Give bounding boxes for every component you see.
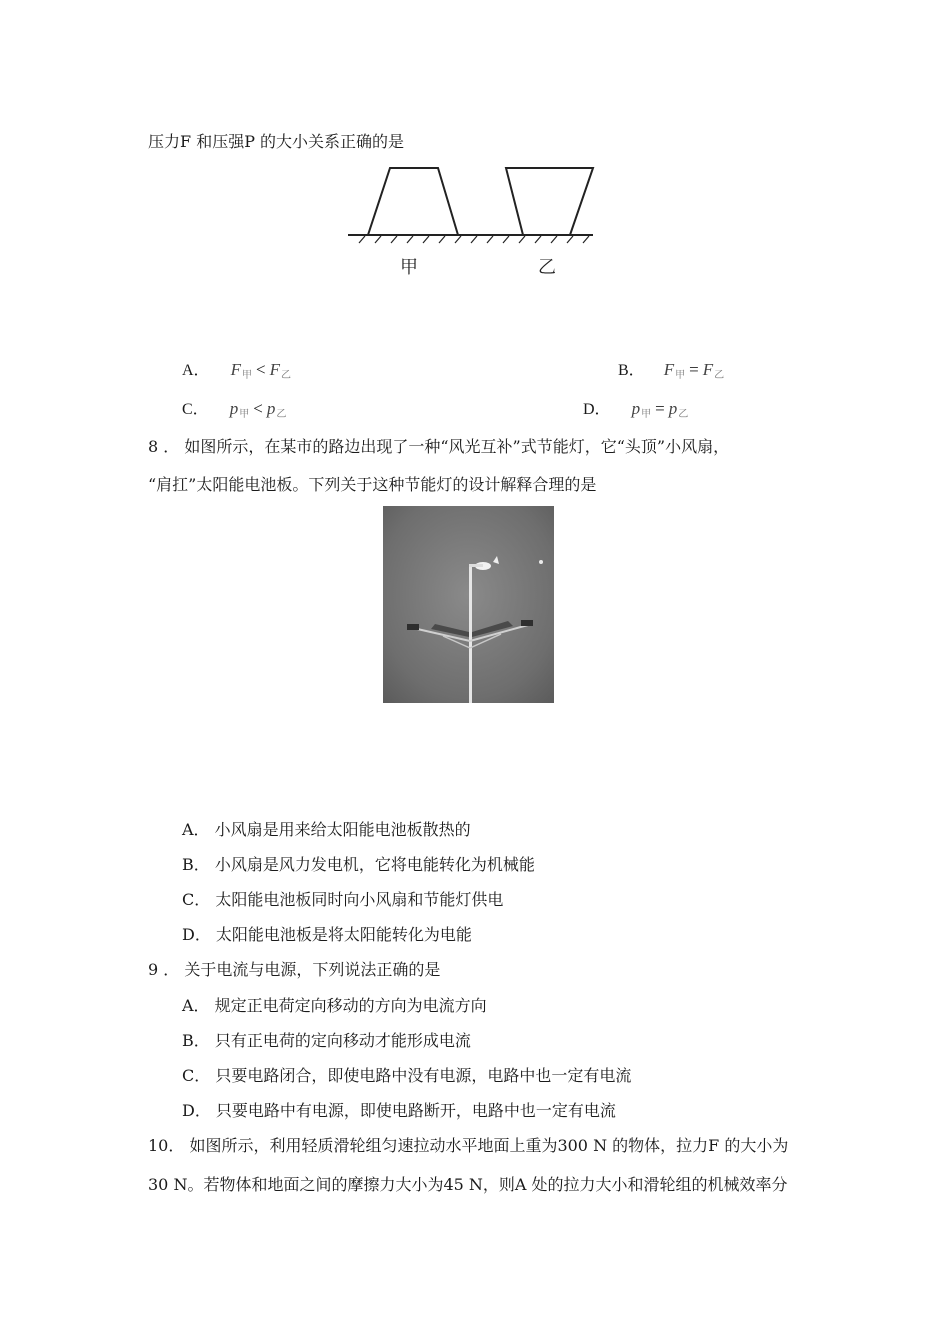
q8-stem-line1: 8 ． 如图所示，在某市的路边出现了一种“风光互补”式节能灯，它“头顶”小风扇，: [148, 437, 730, 456]
container-yi: [506, 168, 593, 235]
q9-stem: 9 ． 关于电流与电源，下列说法正确的是: [148, 960, 441, 979]
ground-hatch: [359, 236, 589, 243]
q7-option-a[interactable]: A． F甲 < F乙: [182, 360, 292, 381]
q8-stem-line2: “肩扛”太阳能电池板。下列关于这种节能灯的设计解释合理的是: [148, 475, 597, 494]
q7-stem: 压力F 和压强P 的大小关系正确的是: [148, 132, 405, 151]
q9-option-b[interactable]: B． 只有正电荷的定向移动才能形成电流: [182, 1031, 471, 1050]
q9-option-c[interactable]: C． 只要电路闭合，即使电路中没有电源，电路中也一定有电流: [182, 1066, 632, 1085]
q8-option-c[interactable]: C． 太阳能电池板同时向小风扇和节能灯供电: [182, 890, 504, 909]
label-jia: 甲: [400, 257, 418, 278]
q8-option-d[interactable]: D． 太阳能电池板是将太阳能转化为电能: [182, 925, 472, 944]
q8-streetlamp-photo: [383, 506, 554, 703]
container-jia: [368, 168, 458, 235]
q7-option-d[interactable]: D． p甲 = p乙: [583, 399, 689, 420]
label-yi: 乙: [538, 257, 556, 278]
q8-option-a[interactable]: A． 小风扇是用来给太阳能电池板散热的: [182, 820, 471, 839]
q7-option-b[interactable]: B． F甲 = F乙: [618, 360, 725, 381]
q9-option-a[interactable]: A． 规定正电荷定向移动的方向为电流方向: [182, 996, 487, 1015]
q10-stem-line2: 30 N。若物体和地面之间的摩擦力大小为45 N，则A 处的拉力大小和滑轮组的机械效率分: [148, 1175, 788, 1194]
q8-option-b[interactable]: B． 小风扇是风力发电机，它将电能转化为机械能: [182, 855, 535, 874]
q7-option-c[interactable]: C． p甲 < p乙: [182, 399, 287, 420]
q9-option-d[interactable]: D． 只要电路中有电源，即使电路断开，电路中也一定有电流: [182, 1101, 616, 1120]
q10-stem-line1: 10． 如图所示，利用轻质滑轮组匀速拉动水平地面上重为300 N 的物体，拉力F 的大小为: [148, 1136, 789, 1155]
q7-diagram: [343, 160, 598, 280]
